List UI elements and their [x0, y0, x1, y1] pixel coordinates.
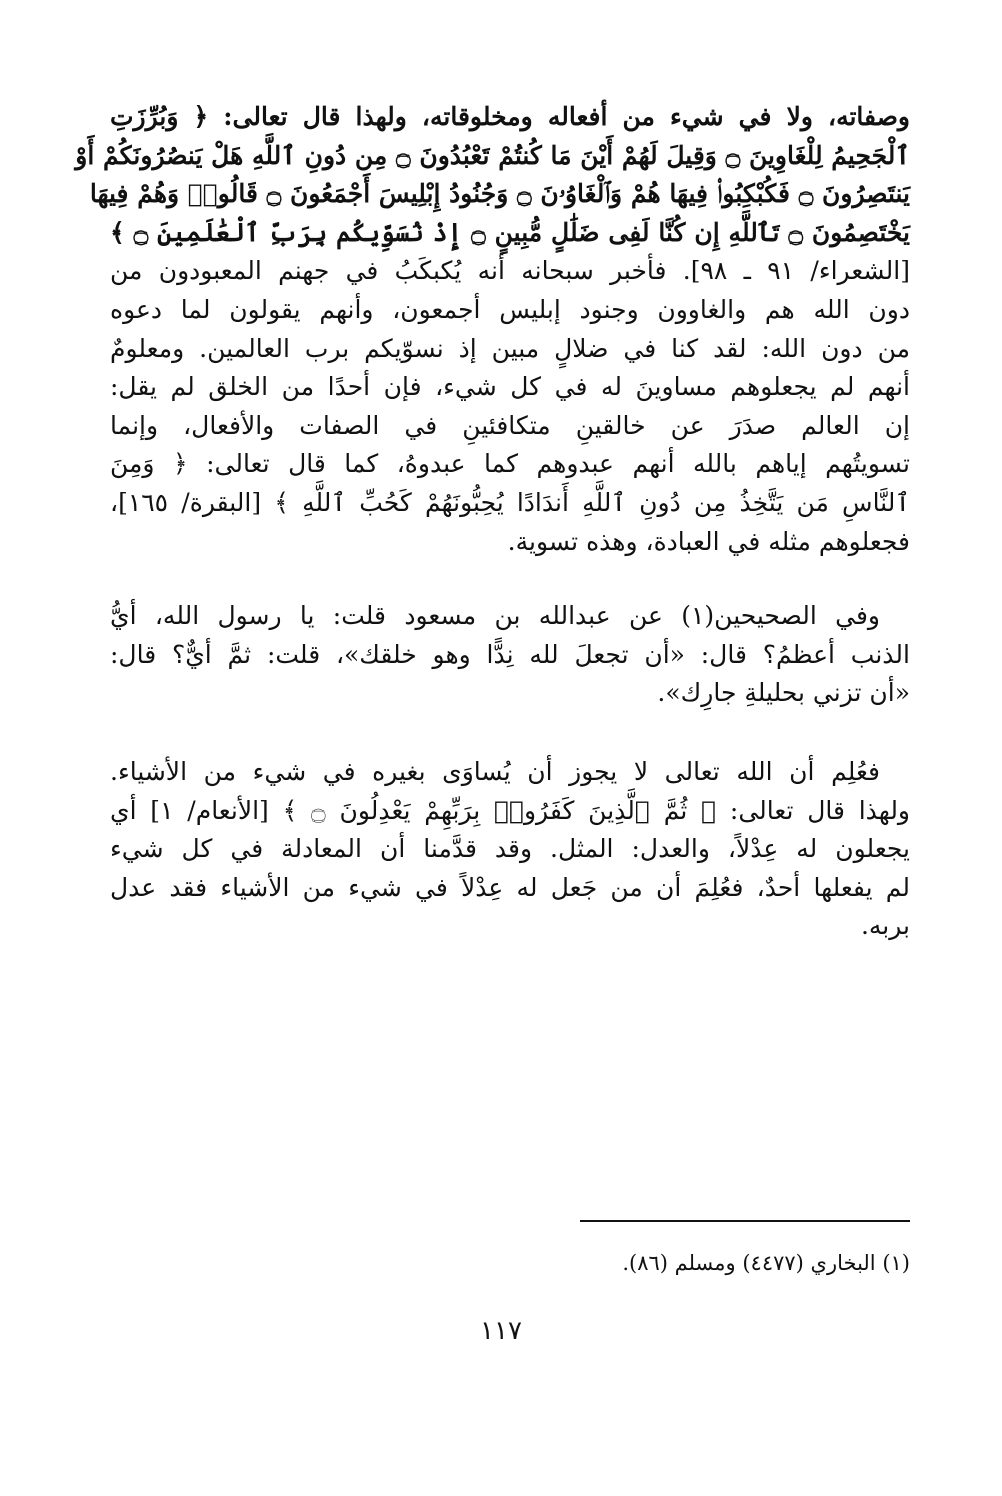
text-line: إن العالم صدَرَ عن خالقينِ متكافئينِ في الصفات والأفعال، وإنما [110, 410, 910, 440]
page-number: ١١٧ [480, 1316, 522, 1346]
footnote: (١) البخاري (٤٤٧٧) ومسلم (٨٦). [622, 1251, 910, 1275]
text-line: ولهذا قال تعالى: ﴿ ثُمَّ ٱلَّذِينَ كَفَرُوا۟ بِرَبِّهِمْ يَعْدِلُونَ ۝ ﴾ [الأنعام/ ١] أي [110, 795, 911, 825]
text-line: يَنتَصِرُونَ ۝ فَكُبْكِبُوا۟ فِيهَا هُمْ وَٱلْغَاوُۥنَ ۝ وَجُنُودُ إِبْلِيسَ أَجْمَعُونَ ۝ قَالُوا۟ وَهُمْ فِيهَا [89, 179, 910, 209]
text-line: وفي الصحيحين(١) عن عبدالله بن مسعود قلت: يا رسول الله، أيُّ [110, 601, 880, 631]
text-line: الذنب أعظمُ؟ قال: «أن تجعلَ لله نِدًّا وهو خلقك»، قلت: ثمَّ أيٌّ؟ قال: [110, 639, 910, 669]
text-line: لم يفعلها أحدٌ، فعُلِمَ أن من جَعل له عِدْلاً في شيء من الأشياء فقد عدل [110, 872, 910, 902]
text-line: «أن تزني بحليلةِ جارِك». [657, 678, 910, 708]
text-line: ٱلْجَحِيمُ لِلْغَاوِينَ ۝ وَقِيلَ لَهُمْ أَيْنَ مَا كُنتُمْ تَعْبُدُونَ ۝ مِن دُونِ ٱللَّهِ هَلْ يَنصُرُونَكُمْ أَوْ [75, 140, 910, 170]
text-line: بربه. [860, 911, 910, 941]
text-line: يَخْتَصِمُونَ ۝ تَٱللَّهِ إِن كُنَّا لَفِى ضَلَٰلٍ مُّبِينٍ ۝ إِذْ نُسَوِّيكُم بِرَبِّ ٱلْعَٰلَمِينَ ۝ ﴾ [110, 217, 910, 247]
text-line: [الشعراء/ ٩١ ـ ٩٨]. فأخبر سبحانه أنه يُكبكَبُ في جهنم المعبودون من [110, 256, 911, 286]
text-line: فعُلِم أن الله تعالى لا يجوز أن يُساوَى بغيره في شيء من الأشياء. [110, 756, 880, 786]
text-line: أنهم لم يجعلوهم مساوينَ له في كل شيء، فإن أحدًا من الخلق لم يقل: [110, 372, 910, 402]
text-line: من دون الله: لقد كنا في ضلالٍ مبين إذ نسوّيكم برب العالمين. ومعلومٌ [110, 333, 910, 363]
text-line: فجعلوهم مثله في العبادة، وهذه تسوية. [507, 526, 910, 556]
text-line: وصفاته، ولا في شيء من أفعاله ومخلوقاته، ولهذا قال تعالى: ﴿ وَبُرِّزَتِ [110, 102, 910, 131]
paragraph-2 [110, 597, 910, 713]
page-body [75, 98, 911, 946]
footnote-divider [580, 1220, 910, 1222]
text-line: تسويتُهم إياهم بالله أنهم عبدوهم كما عبدوهُ، كما قال تعالى: ﴿ وَمِنَ [110, 449, 910, 479]
paragraph-3 [110, 753, 910, 946]
text-line: ٱلنَّاسِ مَن يَتَّخِذُ مِن دُونِ ٱللَّهِ أَندَادًا يُحِبُّونَهُمْ كَحُبِّ ٱللَّهِ ﴾ [البقرة/ ١٦٥]، [110, 487, 910, 517]
paragraph-1 [75, 98, 911, 561]
text-line: دون الله هم والغاوون وجنود إبليس أجمعون، وأنهم يقولون لما دعوه [110, 294, 910, 324]
text-line: يجعلون له عِدْلاً، والعدل: المثل. وقد قدَّمنا أن المعادلة في كل شيء [110, 834, 910, 864]
